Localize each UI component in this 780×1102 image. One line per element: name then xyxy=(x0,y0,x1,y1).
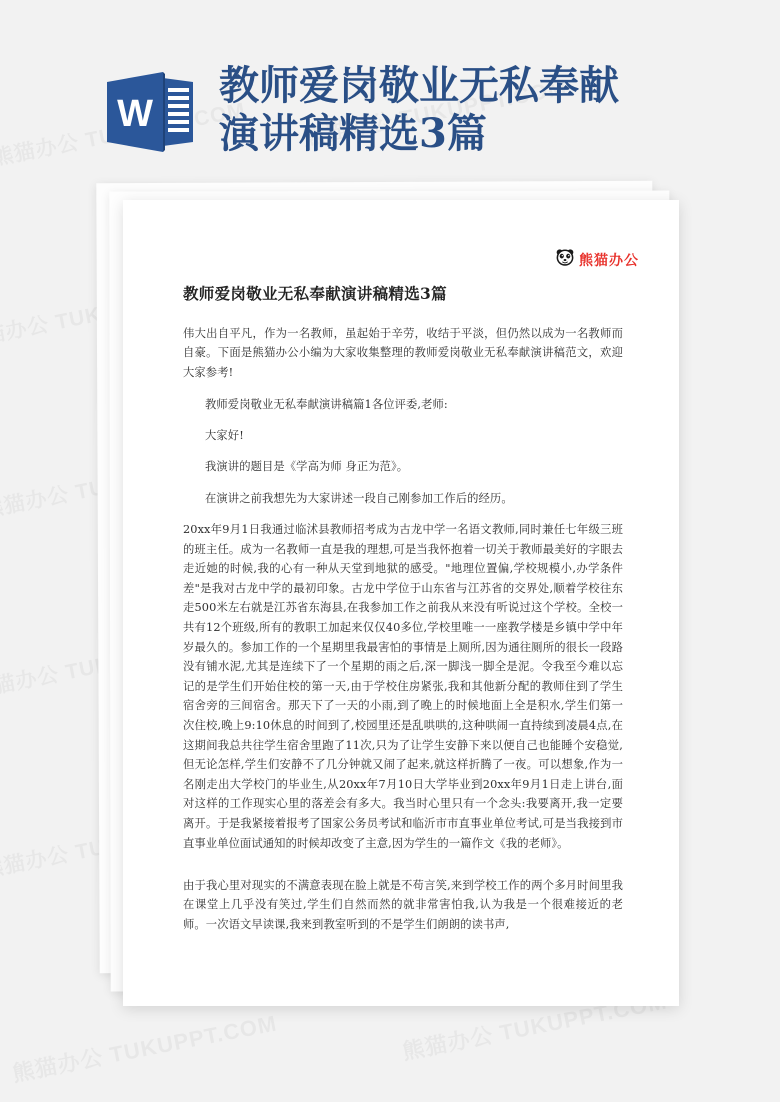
panda-logo-icon xyxy=(555,248,575,271)
microsoft-word-icon xyxy=(105,70,201,154)
document-body xyxy=(183,324,623,947)
document-paragraph: 伟大出自平凡，作为一名教师，虽起始于辛劳，收结于平淡，但仍然以成为一名教师而自豪。下面是熊猫办公小编为大家收集整理的教师爱岗敬业无私奉献演讲稿范文，欢迎大家参考! xyxy=(183,327,623,379)
document-page[interactable] xyxy=(123,200,679,1006)
brand-logo xyxy=(555,248,639,271)
document-paragraph: 大家好! xyxy=(205,429,244,443)
page-header xyxy=(0,0,780,186)
document-paragraph: 教师爱岗敬业无私奉献演讲稿篇1各位评委,老师: xyxy=(205,397,448,411)
page-title xyxy=(219,62,719,158)
document-paragraph: 在演讲之前我想先为大家讲述一段自己刚参加工作后的经历。 xyxy=(205,491,513,505)
document-paragraph: 我演讲的题目是《学高为师 身正为范》。 xyxy=(205,460,409,474)
brand-label: 熊猫办公 xyxy=(579,252,639,269)
page-title-line-2: 演讲稿精选3篇 xyxy=(219,110,487,157)
document-title: 教师爱岗敬业无私奉献演讲稿精选3篇 xyxy=(183,284,447,303)
svg-text:W: W xyxy=(117,93,153,135)
content-fade-overlay xyxy=(123,980,679,1006)
document-page-stack xyxy=(98,182,678,1002)
document-paragraph: 20xx年9月1日我通过临沭县教师招考成为古龙中学一名语文教师,同时兼任七年级三班的班主任。成为一名教师一直是我的理想,可是当我怀抱着一切关于教师最美好的字眼去走近她的时候,我的心有一种从天堂到地狱的感受。"地理位置偏,学校规模小,办学条件差"是我对古龙中学的最初印象。古龙中学位于山东省与江苏省的交界处,顺着学校往东走500米左右就是江苏省东海县,在我参加工作之前我从来没有听说过这个学校。全校一共有12个班级,所有的教职工加起来仅仅40多位,学校里唯一一座教学楼是乡镇中学中年岁最久的。参加工作的一个星期里我最害怕的事情是上厕所,因为通往厕所的很长一段路没有铺水泥,尤其是连续下了一个星期的雨之后,深一脚浅一脚全是泥。令我至今难以忘记的是学生们开始住校的第一天,由于学校住房紧张,我和其他新分配的教师住到了学生宿舍旁的三间宿舍。那天下了一天的小雨,到了晚上的时候地面上全是积水,学生们第一次住校,晚上9:10休息的时间到了,校园里还是乱哄哄的,这种哄闹一直持续到凌晨4点,在这期间我总共往学生宿舍里跑了11次,只为了让学生安静下来以便自己也能睡个安稳觉,但无论怎样,学生们安静不了几分钟就又闹了起来,就这样折腾了一夜。可以想象,作为一名刚走出大学校门的毕业生,从20xx年7月10日大学毕业到20xx年9月1日走上讲台,面对这样的工作现实心里的落差会有多大。我当时心里只有一个念头:我要离开,我一定要离开。于是我紧接着报考了国家公务员考试和临沂市市直事业单位考试,可是当我接到市直事业单位面试通知的时候却改变了主意,因为学生的一篇作文《我的老师》。 xyxy=(183,523,623,850)
document-paragraph: 由于我心里对现实的不满意表现在脸上就是不苟言笑,来到学校工作的两个多月时间里我在课堂上几乎没有笑过,学生们自然而然的就非常害怕我,认为我是一个很难接近的老师。一次语文早读课,我来到教室听到的不是学生们朗朗的读书声, xyxy=(183,879,623,931)
watermark-text xyxy=(10,1007,280,1089)
page-title-line-1: 教师爱岗敬业无私奉献 xyxy=(219,62,619,109)
document-content xyxy=(123,200,679,1006)
